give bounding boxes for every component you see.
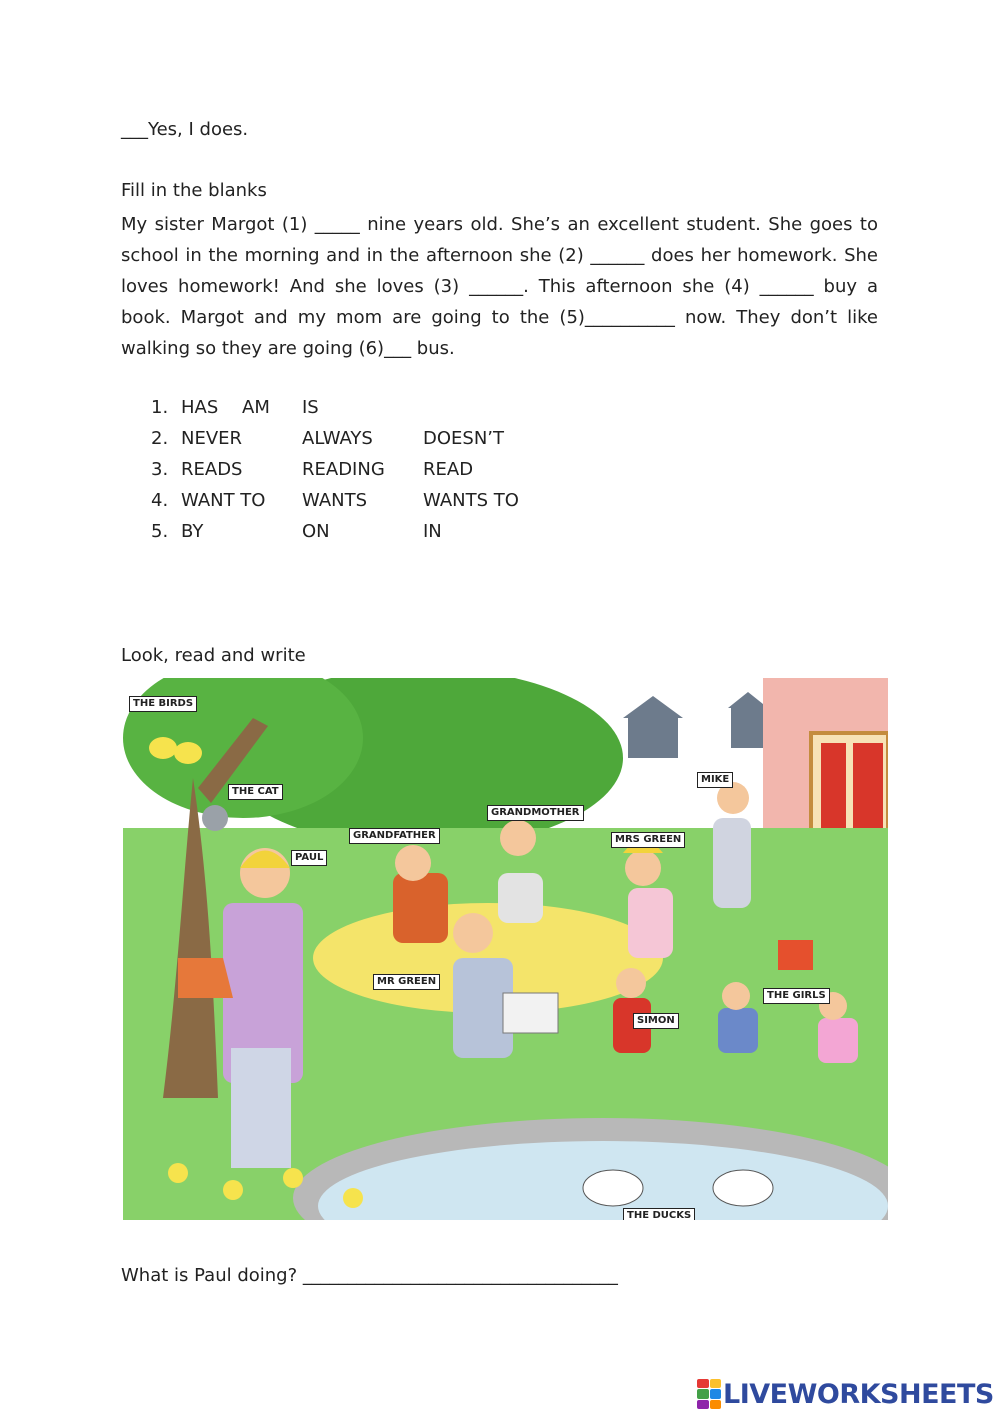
answer-line: ___Yes, I does. bbox=[121, 119, 249, 140]
option-c: READ bbox=[423, 459, 474, 480]
option-a: HAS bbox=[181, 397, 219, 418]
option-b: ALWAYS bbox=[302, 428, 373, 449]
label-the-cat: THE CAT bbox=[228, 784, 283, 800]
logo-text: LIVEWORKSHEETS bbox=[723, 1378, 994, 1410]
option-b: READING bbox=[302, 459, 385, 480]
option-a: BY bbox=[181, 521, 204, 542]
label-the-birds: THE BIRDS bbox=[129, 696, 197, 712]
fill-blanks-heading: Fill in the blanks bbox=[121, 180, 267, 201]
option-number: 3. bbox=[151, 459, 169, 480]
label-simon: SIMON bbox=[633, 1013, 679, 1029]
option-c: IS bbox=[302, 397, 319, 418]
option-number: 2. bbox=[151, 428, 169, 449]
option-c: DOESN’T bbox=[423, 428, 505, 449]
option-number: 1. bbox=[151, 397, 169, 418]
option-a: WANT TO bbox=[181, 490, 266, 511]
garden-scene bbox=[123, 678, 888, 1220]
option-b: WANTS bbox=[302, 490, 368, 511]
label-the-ducks: THE DUCKS bbox=[623, 1208, 695, 1220]
option-c: IN bbox=[423, 521, 442, 542]
label-the-girls: THE GIRLS bbox=[763, 988, 830, 1004]
label-paul: PAUL bbox=[291, 850, 327, 866]
fill-blanks-paragraph: My sister Margot (1) _____ nine years old. She’s an excellent student. She goes to school in the morning and in the afternoon she (2) ______ does her homework. She loves homework! And she loves (3) ______. This afternoon she (4) ______ buy a book. Margot and my mom are going to the (5)__________ now. They don’t like walking so they are going (6)___ bus. bbox=[121, 214, 878, 359]
option-a: READS bbox=[181, 459, 243, 480]
label-mrs-green: MRS GREEN bbox=[611, 832, 685, 848]
look-heading: Look, read and write bbox=[121, 645, 306, 666]
garden-illustration bbox=[123, 678, 888, 1220]
option-b: AM bbox=[242, 397, 270, 418]
option-b: ON bbox=[302, 521, 330, 542]
option-c: WANTS TO bbox=[423, 490, 519, 511]
label-mr-green: MR GREEN bbox=[373, 974, 440, 990]
logo-icon bbox=[697, 1379, 721, 1409]
option-number: 4. bbox=[151, 490, 169, 511]
option-a: NEVER bbox=[181, 428, 243, 449]
label-grandfather: GRANDFATHER bbox=[349, 828, 440, 844]
label-mike: MIKE bbox=[697, 772, 733, 788]
liveworksheets-logo bbox=[697, 1377, 994, 1411]
question-paul: What is Paul doing? ___________________________________ bbox=[121, 1265, 618, 1286]
option-number: 5. bbox=[151, 521, 169, 542]
label-grandmother: GRANDMOTHER bbox=[487, 805, 584, 821]
